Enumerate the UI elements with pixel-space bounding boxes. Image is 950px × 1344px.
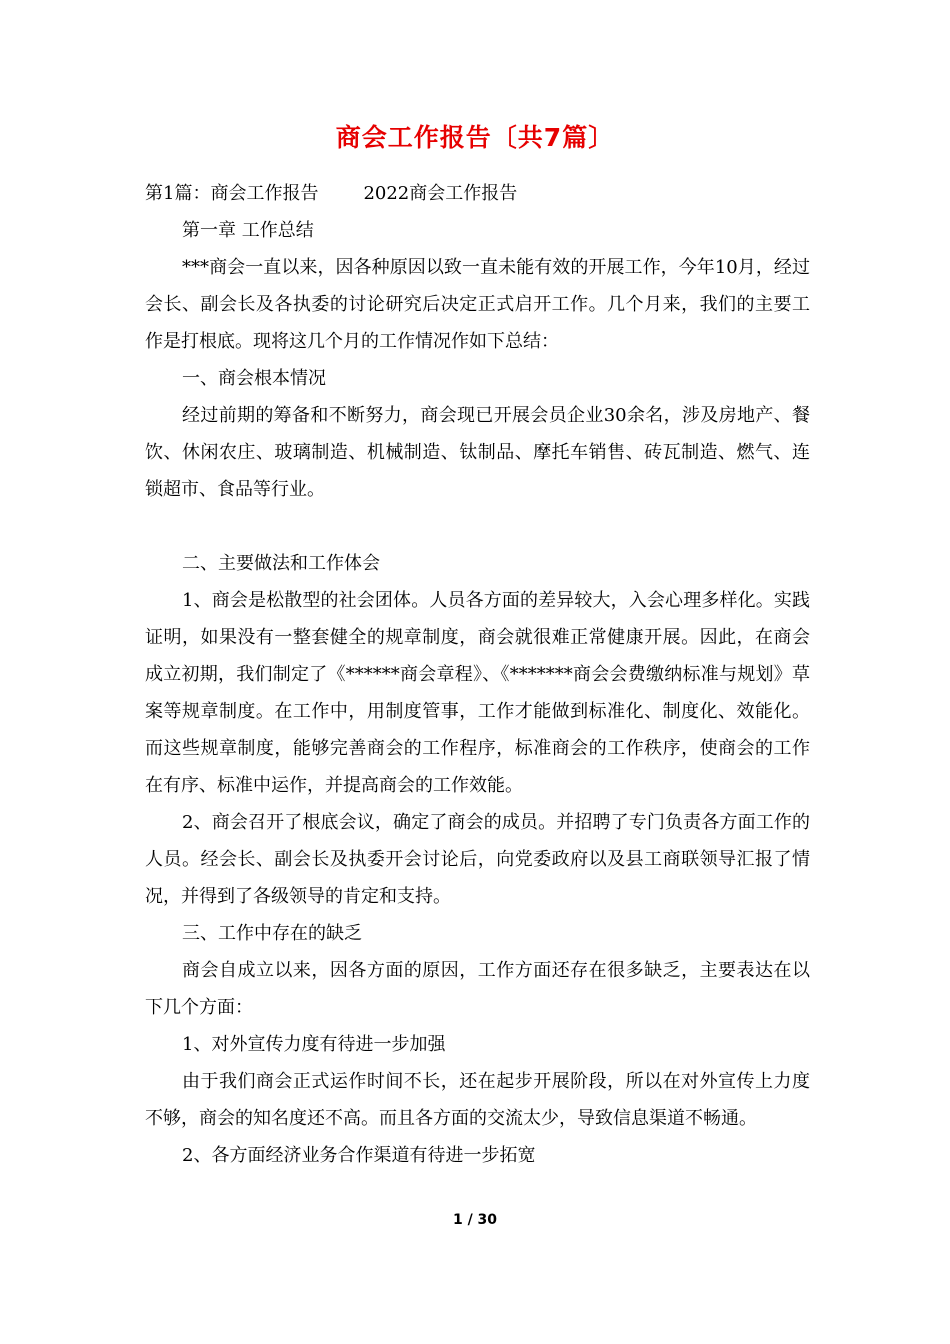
- chapter-heading: 第一章 工作总结: [182, 220, 314, 241]
- part-subtitle: 2022商会工作报告: [363, 183, 518, 204]
- section-heading: 三、工作中存在的缺乏: [182, 923, 362, 944]
- subsection-heading: 2、各方面经济业务合作渠道有待进一步拓宽: [182, 1145, 536, 1166]
- subsection-heading: 1、对外宣传力度有待进一步加强: [182, 1034, 446, 1055]
- part-label: 第1篇：商会工作报告: [145, 183, 319, 204]
- part-heading: [145, 175, 810, 212]
- paragraph: 商会自成立以来，因各方面的原因，工作方面还存在很多缺乏，主要表达在以下几个方面：: [145, 960, 810, 1018]
- blank-line: [145, 508, 810, 545]
- paragraph: 2、商会召开了根底会议，确定了商会的成员。并招聘了专门负责各方面工作的人员。经会长、副会长及执委开会讨论后，向党委政府以及县工商联领导汇报了情况，并得到了各级领导的肯定和支持。: [145, 812, 810, 907]
- paragraph: 经过前期的筹备和不断努力，商会现已开展会员企业30余名，涉及房地产、餐饮、休闲农庄、玻璃制造、机械制造、钛制品、摩托车销售、砖瓦制造、燃气、连锁超市、食品等行业。: [145, 405, 810, 500]
- section-heading: 二、主要做法和工作体会: [182, 553, 380, 574]
- page-number: 1 / 30: [452, 1212, 498, 1228]
- paragraph: 1、商会是松散型的社会团体。人员各方面的差异较大，入会心理多样化。实践证明，如果没有一整套健全的规章制度，商会就很难正常健康开展。因此，在商会成立初期，我们制定了《******商会章程》、《*******商会会费缴纳标准与规划》草案等规章制度。在工作中，用制度管事，工作才能做到标准化、制度化、效能化。而这些规章制度，能够完善商会的工作程序，标准商会的工作秩序，使商会的工作在有序、标准中运作，并提高商会的工作效能。: [145, 590, 810, 796]
- document-title: 商会工作报告〔共7篇〕: [335, 123, 615, 152]
- paragraph: ***商会一直以来，因各种原因以致一直未能有效的开展工作，今年10月，经过会长、副会长及各执委的讨论研究后决定正式启开工作。几个月来，我们的主要工作是打根底。现将这几个月的工作情况作如下总结：: [145, 257, 810, 352]
- paragraph: 由于我们商会正式运作时间不长，还在起步开展阶段，所以在对外宣传上力度不够，商会的知名度还不高。而且各方面的交流太少，导致信息渠道不畅通。: [145, 1071, 810, 1129]
- section-heading: 一、商会根本情况: [182, 368, 326, 389]
- document-body: [145, 175, 810, 1174]
